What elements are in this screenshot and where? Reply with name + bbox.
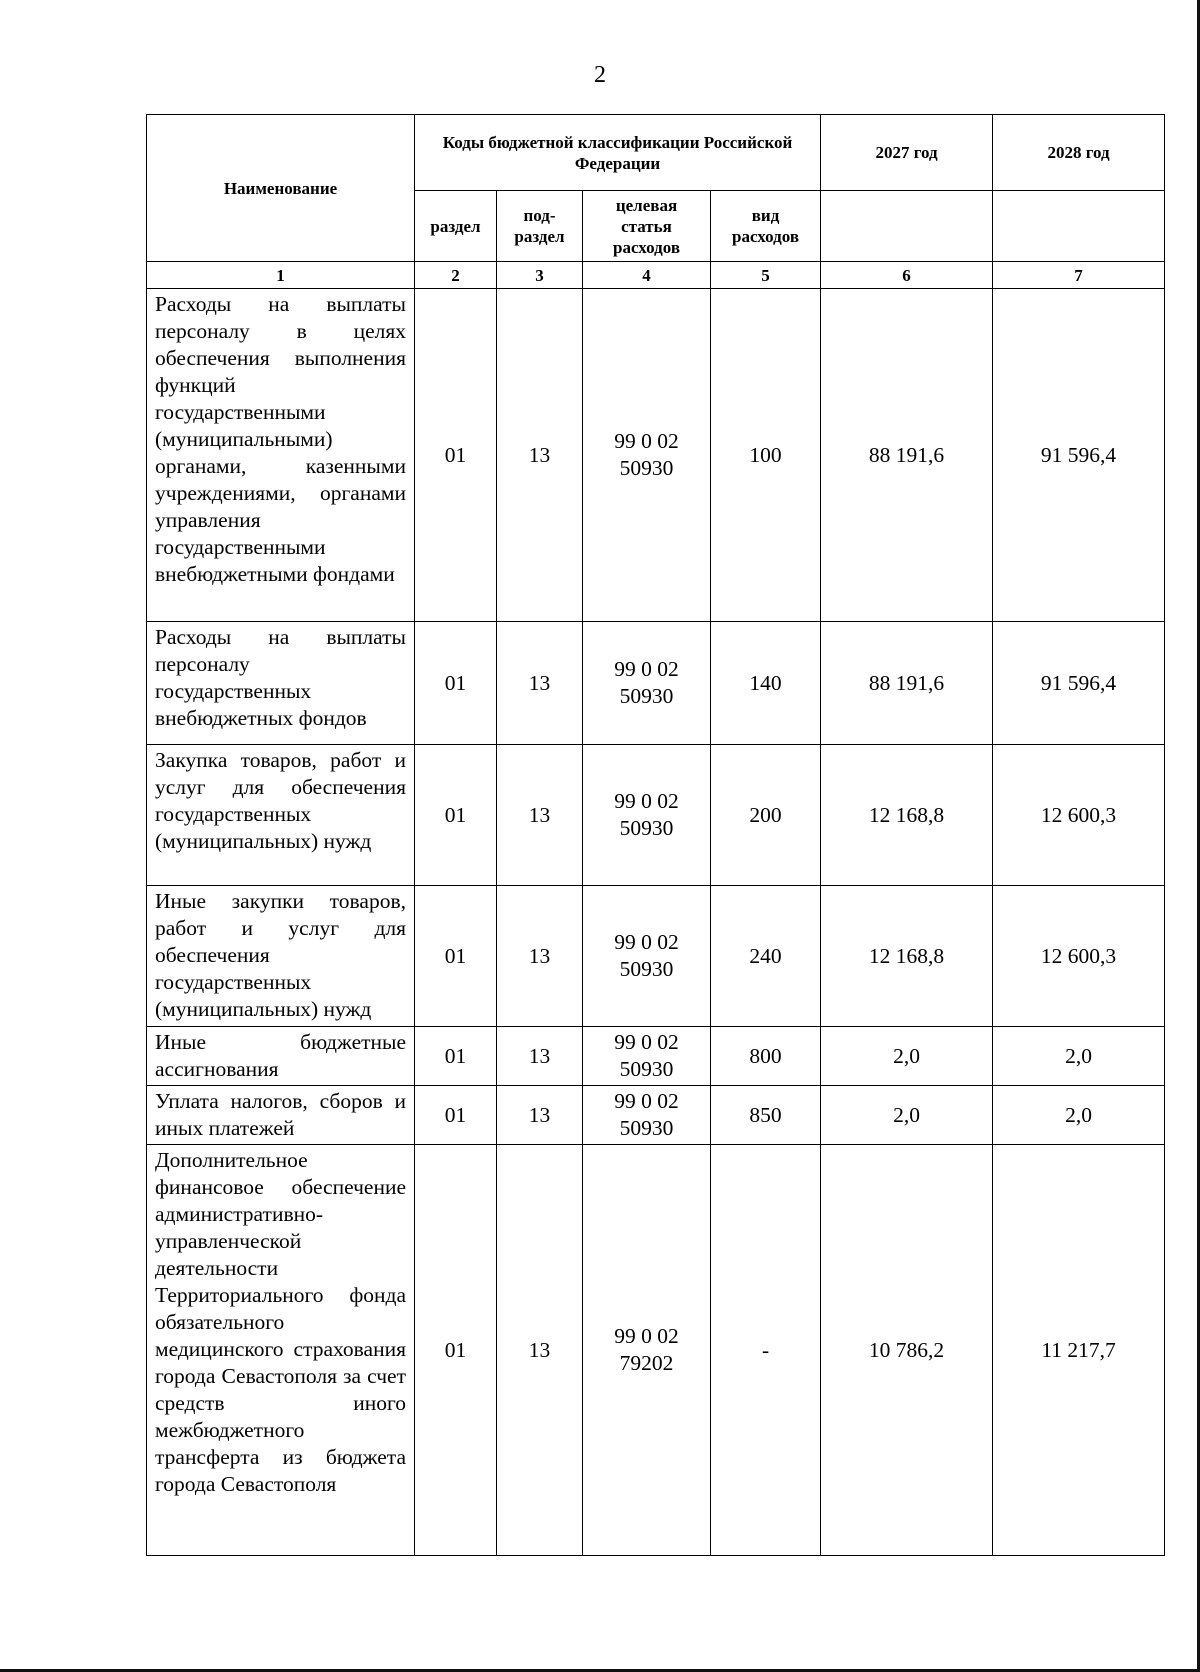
row-subsection: 13	[497, 1027, 583, 1086]
row-target: 99 0 02 79202	[583, 1145, 711, 1556]
column-number-row	[147, 262, 1165, 289]
budget-table	[146, 114, 1165, 1556]
row-amount-2027: 2,0	[821, 1027, 993, 1086]
row-target: 99 0 02 50930	[583, 1086, 711, 1145]
column-number: 1	[147, 262, 415, 289]
header-year-2028-blank	[993, 191, 1165, 262]
table-row	[147, 745, 1165, 886]
row-amount-2027: 12 168,8	[821, 886, 993, 1027]
row-amount-2028: 12 600,3	[993, 886, 1165, 1027]
row-amount-2028: 12 600,3	[993, 745, 1165, 886]
row-target: 99 0 02 50930	[583, 1027, 711, 1086]
column-number: 4	[583, 262, 711, 289]
row-section: 01	[415, 1145, 497, 1556]
row-section: 01	[415, 622, 497, 745]
row-subsection: 13	[497, 1145, 583, 1556]
header-name: Наименование	[147, 115, 415, 262]
row-target: 99 0 02 50930	[583, 289, 711, 622]
header-target-item: целевая статья расходов	[583, 191, 711, 262]
row-target: 99 0 02 50930	[583, 745, 711, 886]
row-target: 99 0 02 50930	[583, 622, 711, 745]
table-row	[147, 1027, 1165, 1086]
table-row	[147, 1086, 1165, 1145]
header-year-2027-blank	[821, 191, 993, 262]
row-name: Расходы на выплаты персоналу государственных внебюджетных фондов	[147, 622, 415, 745]
row-amount-2028: 2,0	[993, 1027, 1165, 1086]
row-section: 01	[415, 1086, 497, 1145]
header-codes-group: Коды бюджетной классификации Российской Федерации	[415, 115, 821, 191]
row-target: 99 0 02 50930	[583, 886, 711, 1027]
header-row-top	[147, 115, 1165, 191]
column-number: 6	[821, 262, 993, 289]
header-expense-type: вид расходов	[711, 191, 821, 262]
column-number: 5	[711, 262, 821, 289]
row-subsection: 13	[497, 622, 583, 745]
row-subsection: 13	[497, 745, 583, 886]
row-subsection: 13	[497, 1086, 583, 1145]
row-amount-2028: 91 596,4	[993, 289, 1165, 622]
row-expense-type: 240	[711, 886, 821, 1027]
row-amount-2027: 10 786,2	[821, 1145, 993, 1556]
row-section: 01	[415, 1027, 497, 1086]
row-expense-type: 800	[711, 1027, 821, 1086]
row-subsection: 13	[497, 289, 583, 622]
row-expense-type: 200	[711, 745, 821, 886]
header-subsection: под- раздел	[497, 191, 583, 262]
row-name: Закупка товаров, работ и услуг для обеспечения государственных (муниципальных) нужд	[147, 745, 415, 886]
header-year-2027: 2027 год	[821, 115, 993, 191]
row-amount-2028: 91 596,4	[993, 622, 1165, 745]
header-section: раздел	[415, 191, 497, 262]
row-section: 01	[415, 745, 497, 886]
row-amount-2028: 2,0	[993, 1086, 1165, 1145]
header-year-2028: 2028 год	[993, 115, 1165, 191]
column-number: 3	[497, 262, 583, 289]
row-name: Расходы на выплаты персоналу в целях обеспечения выполнения функций государственными (муниципальными) органами, казенными учреждениями, органами управления государственными внебюджетными фондами	[147, 289, 415, 622]
row-amount-2027: 2,0	[821, 1086, 993, 1145]
row-expense-type: 140	[711, 622, 821, 745]
row-name: Иные бюджетные ассигнования	[147, 1027, 415, 1086]
row-section: 01	[415, 886, 497, 1027]
table-row	[147, 886, 1165, 1027]
row-amount-2027: 88 191,6	[821, 289, 993, 622]
row-expense-type: 100	[711, 289, 821, 622]
row-name: Дополнительное финансовое обеспечение административно-управленческой деятельности Территориального фонда обязательного медицинского страхования города Севастополя за счет средств иного межбюджетного трансферта из бюджета города Севастополя	[147, 1145, 415, 1556]
row-amount-2027: 12 168,8	[821, 745, 993, 886]
row-section: 01	[415, 289, 497, 622]
column-number: 7	[993, 262, 1165, 289]
row-name: Уплата налогов, сборов и иных платежей	[147, 1086, 415, 1145]
row-amount-2027: 88 191,6	[821, 622, 993, 745]
row-expense-type: -	[711, 1145, 821, 1556]
row-amount-2028: 11 217,7	[993, 1145, 1165, 1556]
column-number: 2	[415, 262, 497, 289]
table-row	[147, 289, 1165, 622]
row-subsection: 13	[497, 886, 583, 1027]
row-name: Иные закупки товаров, работ и услуг для обеспечения государственных (муниципальных) нужд	[147, 886, 415, 1027]
table-row	[147, 1145, 1165, 1556]
table-row	[147, 622, 1165, 745]
row-expense-type: 850	[711, 1086, 821, 1145]
page-number: 2	[594, 62, 606, 88]
